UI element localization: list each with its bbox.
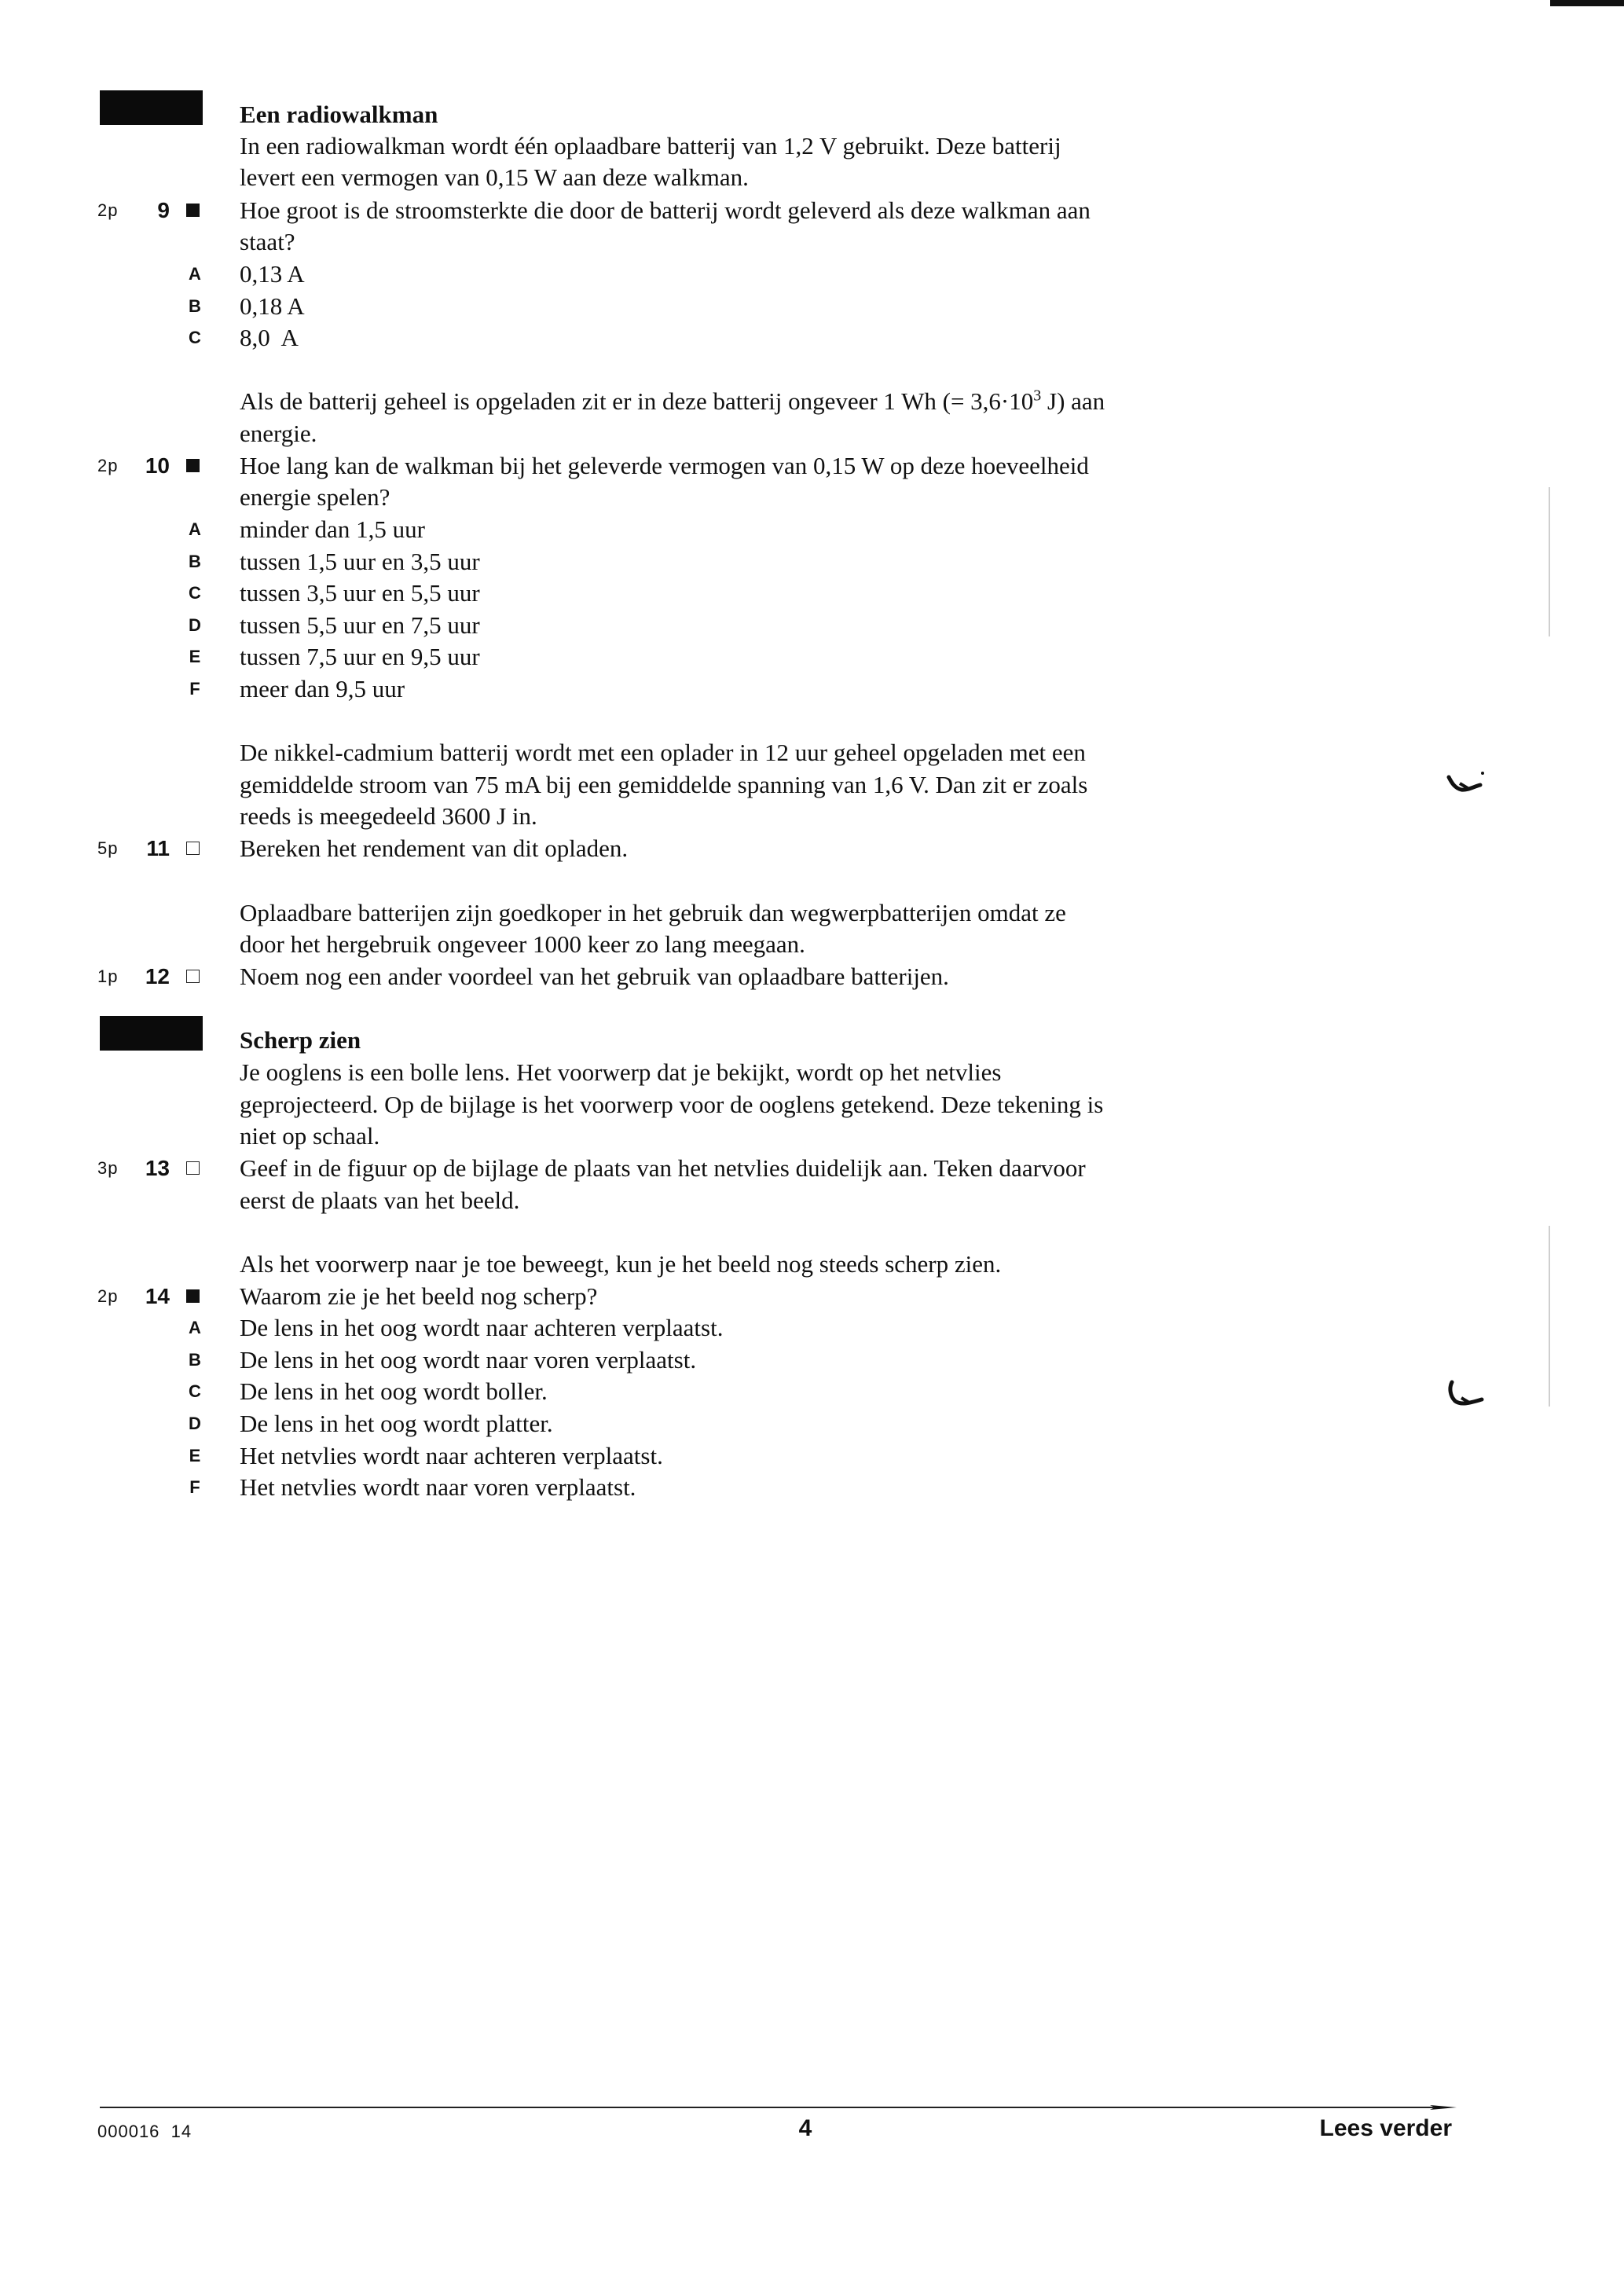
intro-line: Je ooglens is een bolle lens. Het voorwerp dat je bekijkt, wordt op het netvlies: [240, 1058, 1002, 1086]
question-text: eerst de plaats van het beeld.: [240, 1187, 520, 1214]
intro-line: De nikkel-cadmium batterij wordt met een oplader in 12 uur geheel opgeladen met een: [240, 739, 1086, 766]
intro-text: J) aan: [1041, 387, 1105, 415]
question-number: 10: [145, 453, 170, 478]
points-label: 5p: [97, 838, 119, 858]
option-text: tussen 3,5 uur en 5,5 uur: [240, 579, 480, 607]
arrow-right-icon: [1430, 2099, 1457, 2116]
option-letter: B: [189, 1350, 201, 1370]
option-text: De lens in het oog wordt naar voren verplaatst.: [240, 1346, 697, 1374]
intro-line: Oplaadbare batterijen zijn goedkoper in het gebruik dan wegwerpbatterijen omdat ze: [240, 899, 1066, 926]
option-text: De lens in het oog wordt boller.: [240, 1377, 548, 1405]
option-letter: E: [189, 1446, 201, 1465]
handwritten-check-mark: [1444, 1379, 1488, 1410]
option-text: minder dan 1,5 uur: [240, 515, 425, 543]
option-text: 0,18 A: [240, 292, 305, 320]
option-letter: C: [189, 328, 201, 347]
option-letter: E: [189, 647, 201, 666]
option-letter: A: [189, 519, 201, 539]
points-label: 1p: [97, 966, 119, 986]
option-text: tussen 7,5 uur en 9,5 uur: [240, 643, 480, 670]
question-box-open: [186, 1161, 200, 1175]
question-box-filled: [186, 1289, 200, 1303]
intro-line: In een radiowalkman wordt één oplaadbare batterij van 1,2 V gebruikt. Deze batterij: [240, 132, 1061, 160]
corner-registration-mark: [1550, 0, 1624, 6]
scan-edge-line: [1549, 487, 1550, 636]
option-letter: B: [189, 296, 201, 316]
question-box-open: [186, 970, 200, 983]
option-text: tussen 5,5 uur en 7,5 uur: [240, 611, 480, 639]
option-text: meer dan 9,5 uur: [240, 675, 405, 702]
option-letter: D: [189, 1414, 201, 1433]
question-number: 14: [145, 1284, 170, 1308]
question-text: staat?: [240, 228, 295, 255]
question-number: 12: [145, 964, 170, 988]
intro-line: niet op schaal.: [240, 1122, 380, 1150]
section-title: Een radiowalkman: [240, 101, 438, 128]
intro-line: [240, 386, 1340, 417]
page-number: 4: [798, 2115, 812, 2141]
points-label: 2p: [97, 456, 119, 475]
intro-text: Als de batterij geheel is opgeladen zit er in deze batterij ongeveer 1 Wh (= 3,6·10: [240, 387, 1034, 415]
question-text: Waarom zie je het beeld nog scherp?: [240, 1282, 598, 1310]
question-number: 13: [145, 1156, 170, 1180]
option-text: Het netvlies wordt naar voren verplaatst.: [240, 1473, 636, 1501]
option-text: tussen 1,5 uur en 3,5 uur: [240, 548, 480, 575]
points-label: 3p: [97, 1158, 119, 1178]
question-text: Hoe lang kan de walkman bij het geleverde vermogen van 0,15 W op deze hoeveelheid: [240, 452, 1089, 479]
superscript: 3: [1033, 387, 1042, 405]
points-label: 2p: [97, 1286, 119, 1306]
option-letter: F: [189, 1477, 200, 1497]
handwritten-check-mark: [1444, 766, 1488, 798]
intro-line: geprojecteerd. Op de bijlage is het voorwerp voor de ooglens getekend. Deze tekening is: [240, 1091, 1104, 1118]
intro-line: energie.: [240, 420, 317, 447]
points-label: 2p: [97, 200, 119, 220]
scan-edge-line: [1549, 1226, 1550, 1407]
option-letter: D: [189, 615, 201, 635]
option-letter: C: [189, 583, 201, 603]
question-text: energie spelen?: [240, 483, 390, 511]
option-text: De lens in het oog wordt naar achteren verplaatst.: [240, 1314, 724, 1341]
question-text: Bereken het rendement van dit opladen.: [240, 834, 629, 862]
question-box-filled: [186, 459, 200, 472]
intro-line: Als het voorwerp naar je toe beweegt, kun je het beeld nog steeds scherp zien.: [240, 1250, 1002, 1278]
option-letter: A: [189, 1318, 201, 1337]
footer-rule: [100, 2107, 1445, 2108]
intro-line: levert een vermogen van 0,15 W aan deze walkman.: [240, 163, 749, 191]
question-text: Hoe groot is de stroomsterkte die door de batterij wordt geleverd als deze walkman aan: [240, 196, 1091, 224]
option-letter: C: [189, 1381, 201, 1401]
option-text: De lens in het oog wordt platter.: [240, 1410, 553, 1437]
question-box-open: [186, 842, 200, 855]
intro-line: door het hergebruik ongeveer 1000 keer zo lang meegaan.: [240, 930, 805, 958]
question-box-filled: [186, 204, 200, 217]
option-text: Het netvlies wordt naar achteren verplaatst.: [240, 1442, 663, 1469]
question-text: Geef in de figuur op de bijlage de plaats van het netvlies duidelijk aan. Teken daarvoor: [240, 1154, 1086, 1182]
option-letter: A: [189, 264, 201, 284]
option-letter: B: [189, 552, 201, 571]
question-text: Noem nog een ander voordeel van het gebruik van oplaadbare batterijen.: [240, 963, 949, 990]
section-marker: [100, 1016, 203, 1051]
intro-line: gemiddelde stroom van 75 mA bij een gemiddelde spanning van 1,6 V. Dan zit er zoals: [240, 771, 1088, 798]
question-number: 11: [146, 836, 170, 860]
intro-line: reeds is meegedeeld 3600 J in.: [240, 802, 537, 830]
section-title: Scherp zien: [240, 1026, 361, 1054]
option-text: 8,0 A: [240, 324, 299, 351]
document-code: 000016 14: [97, 2122, 192, 2141]
option-letter: F: [189, 679, 200, 699]
option-text: 0,13 A: [240, 260, 305, 288]
continue-label: Lees verder: [1319, 2115, 1452, 2141]
section-marker: [100, 90, 203, 125]
question-number: 9: [157, 198, 170, 222]
